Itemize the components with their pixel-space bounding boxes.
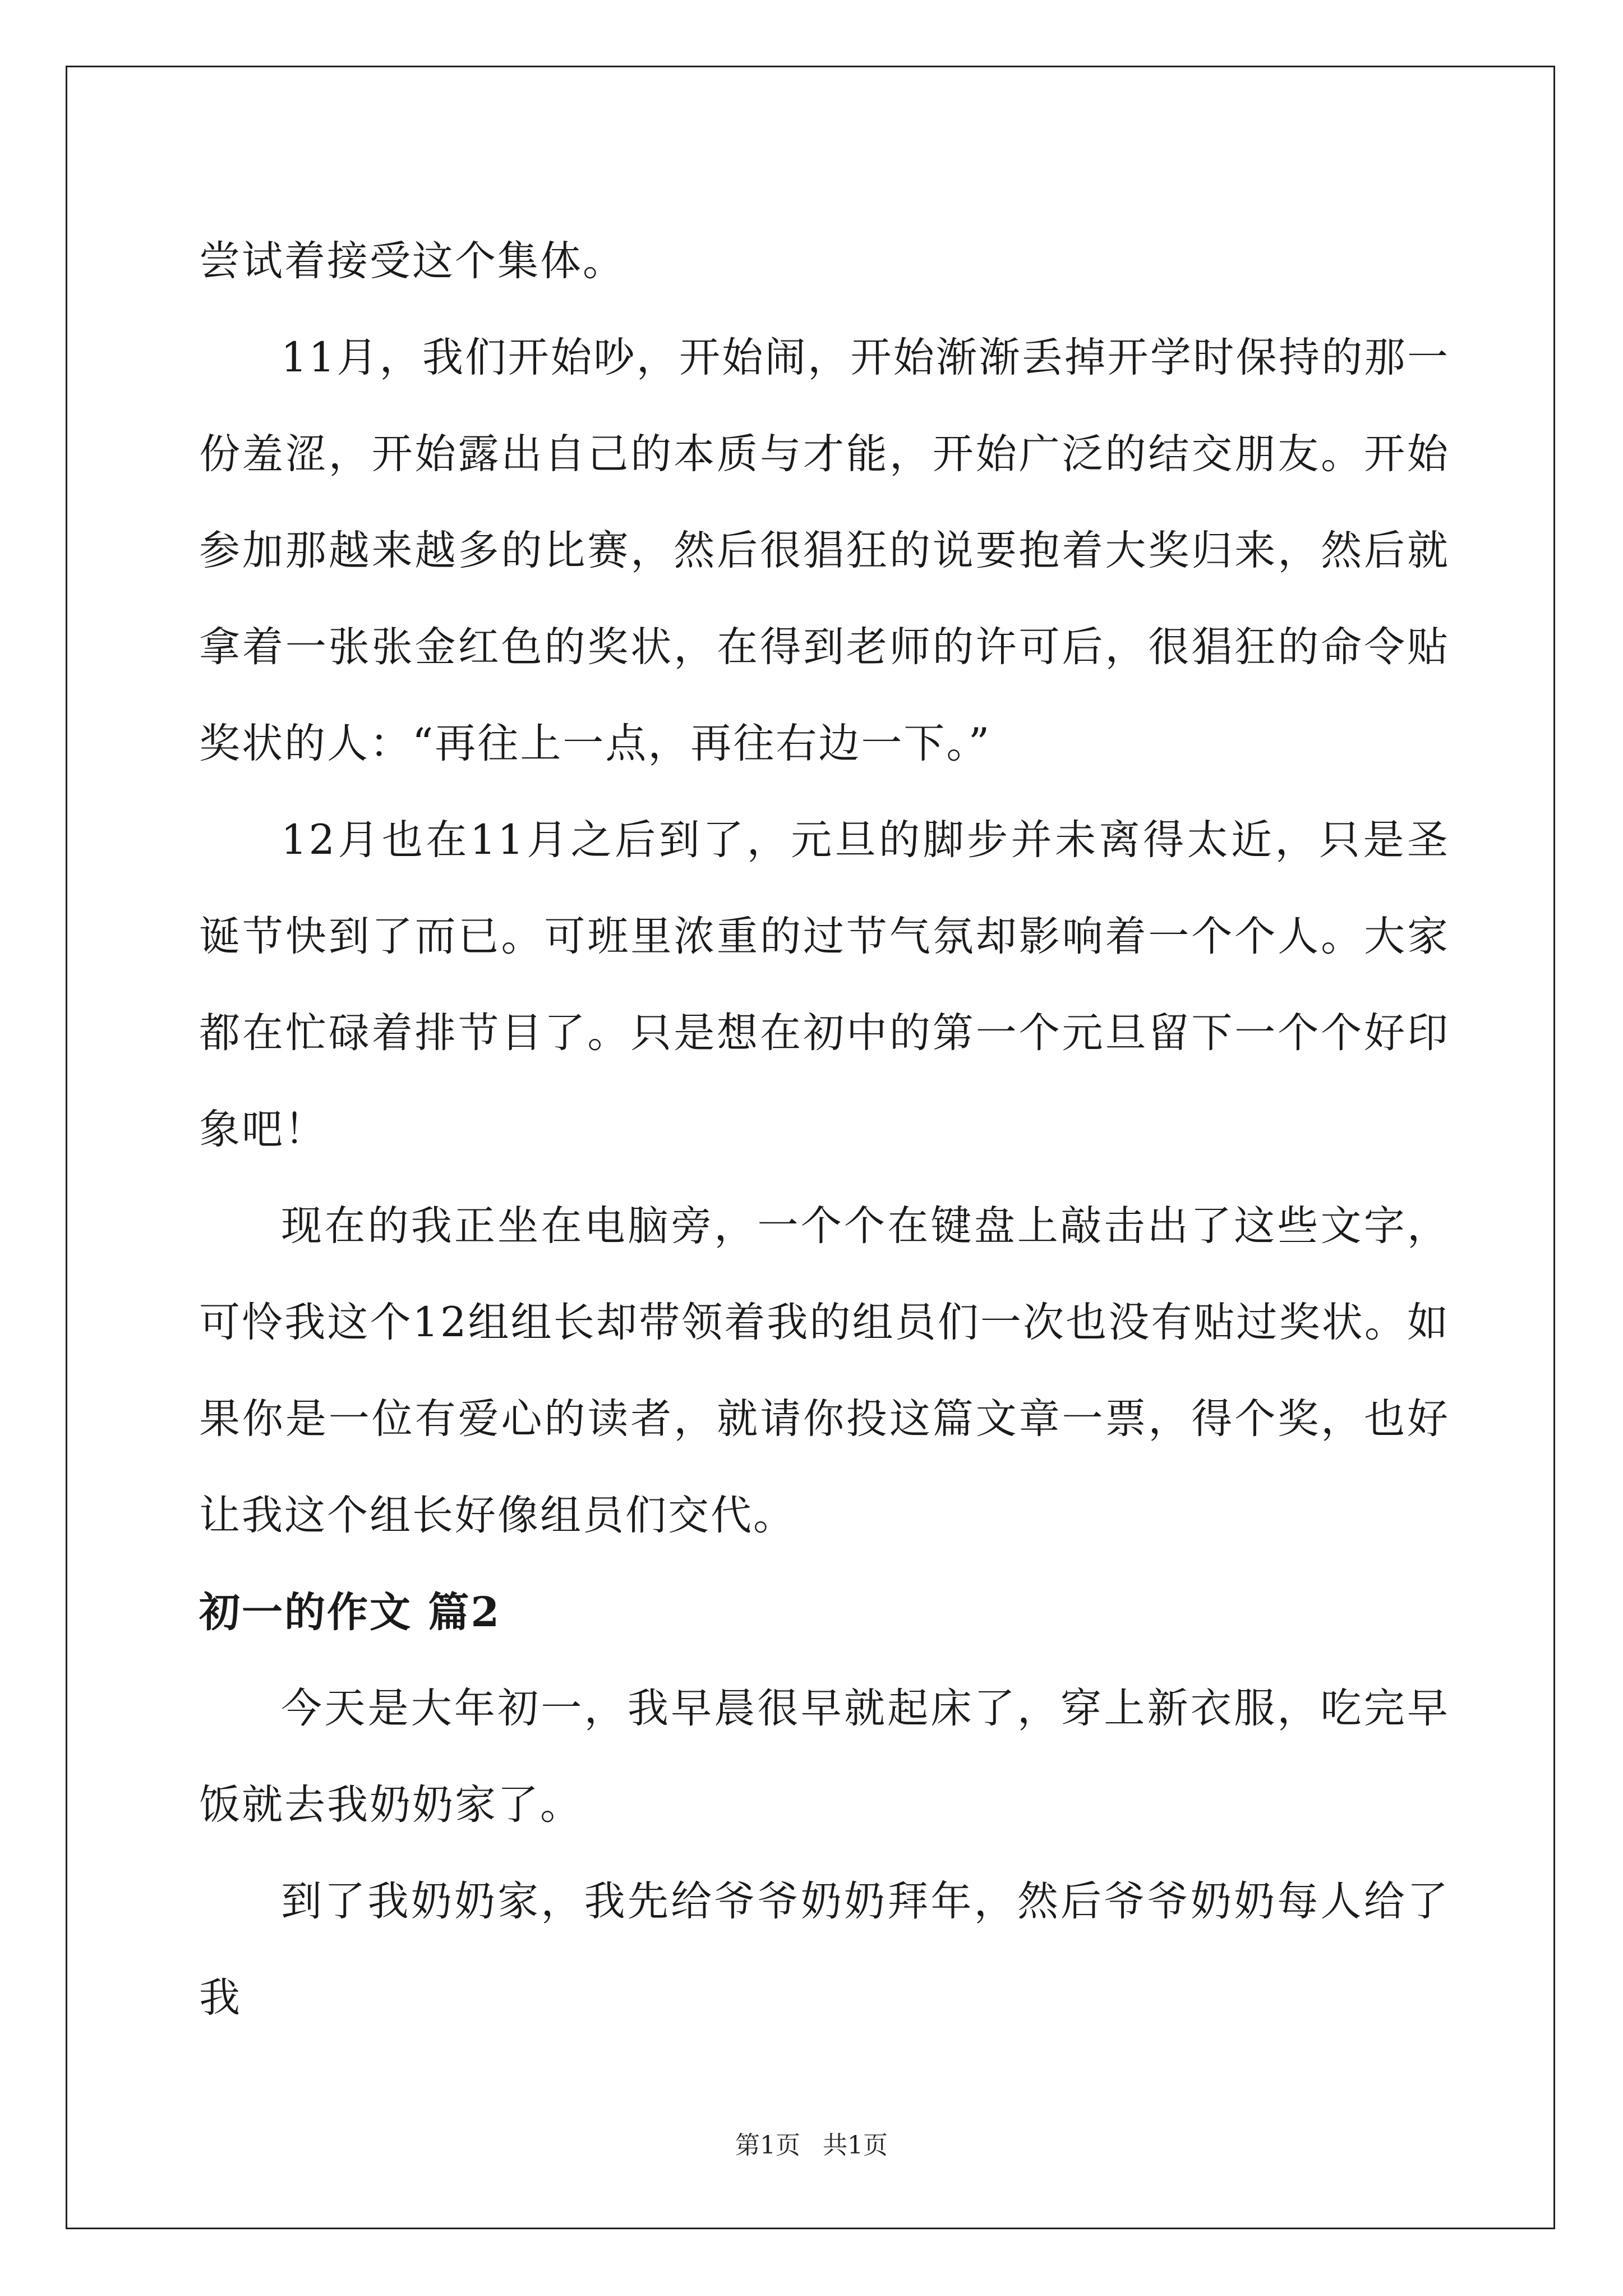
page-number: 第1页: [735, 2131, 800, 2160]
document-body: [199, 213, 1450, 2046]
paragraph-2: 11月，我们开始吵，开始闹，开始渐渐丢掉开学时保持的那一份羞涩，开始露出自己的本质与才能，开始广泛的结交朋友。开始参加那越来越多的比赛，然后很猖狂的说要抱着大奖归来，然后就拿着一张张金红色的奖状，在得到老师的许可后，很猖狂的命令贴奖状的人：“再往上一点，再往右边一下。”: [199, 334, 1450, 767]
page-footer: [0, 2129, 1623, 2162]
page-total: 共1页: [823, 2131, 888, 2160]
paragraph-1: 尝试着接受这个集体。: [199, 237, 625, 285]
paragraph-4: 现在的我正坐在电脑旁，一个个在键盘上敲击出了这些文字，可怜我这个12组组长却带领着我的组员们一次也没有贴过奖状。如果你是一位有爱心的读者，就请你投这篇文章一票，得个奖，也好让我这个组长好像组员们交代。: [199, 1202, 1450, 1539]
paragraph-3: 12月也在11月之后到了，元旦的脚步并未离得太近，只是圣诞节快到了而已。可班里浓重的过节气氛却影响着一个个人。大家都在忙碌着排节目了。只是想在初中的第一个元旦留下一个个好印象吧！: [199, 816, 1450, 1153]
paragraph-5: 今天是大年初一，我早晨很早就起床了，穿上新衣服，吃完早饭就去我奶奶家了。: [199, 1685, 1450, 1829]
section-heading: 初一的作文 篇2: [199, 1588, 501, 1636]
paragraph-6: 到了我奶奶家，我先给爷爷奶奶拜年，然后爷爷奶奶每人给了我: [199, 1878, 1450, 2022]
